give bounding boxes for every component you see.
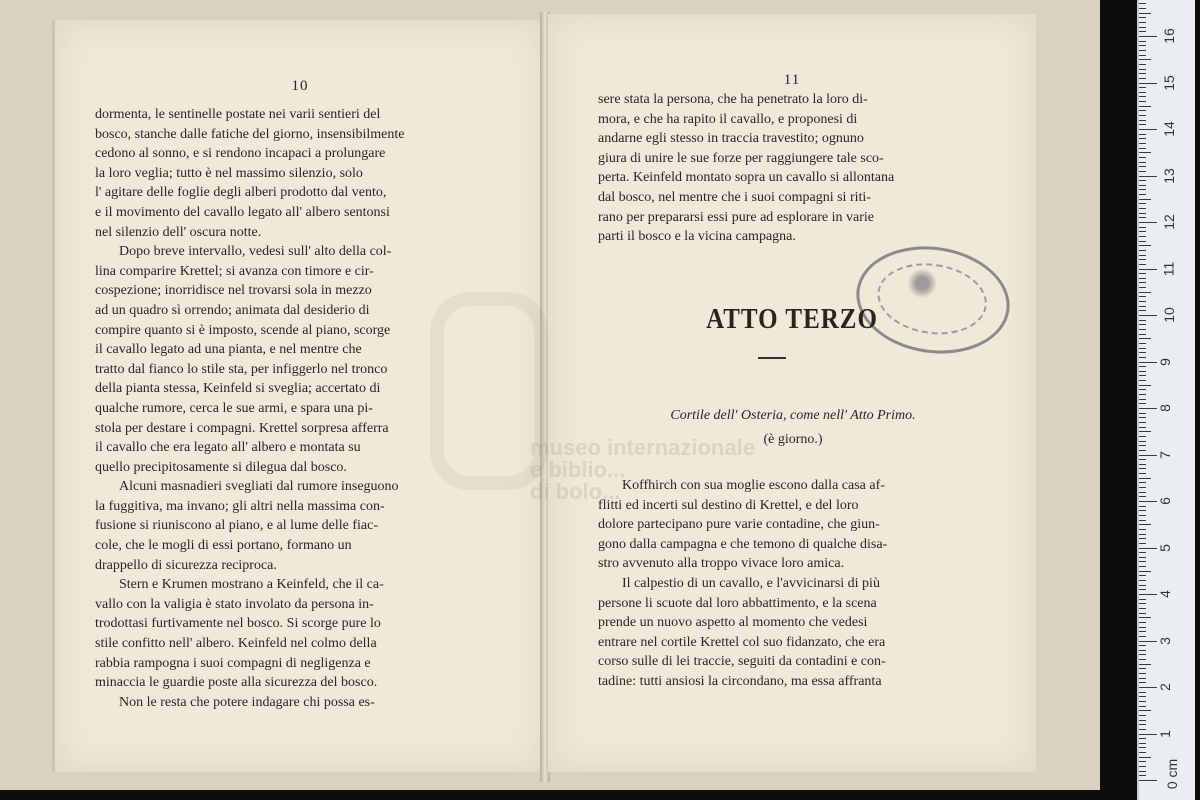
text-line: il cavallo legato ad una pianta, e nel mentre che [95, 342, 362, 358]
ruler-tick [1139, 157, 1146, 158]
scene-time: (è giorno.) [763, 432, 823, 447]
ruler-number: 3 [1156, 636, 1173, 645]
text-line: la loro veglia; tutto è nel massimo silenzio, solo [95, 165, 363, 181]
text-line: parti il bosco e la vicina campagna. [598, 229, 796, 245]
ruler-tick [1139, 710, 1151, 711]
ruler-tick [1139, 464, 1146, 465]
ruler-tick [1139, 320, 1146, 321]
ruler-tick [1139, 692, 1146, 693]
ruler-tick [1139, 566, 1146, 567]
watermark-line: di bolo... [530, 479, 621, 504]
ruler-tick [1139, 120, 1146, 121]
ruler-number: 10 [1160, 307, 1177, 323]
ruler-tick [1139, 515, 1146, 516]
ruler-tick [1139, 380, 1146, 381]
text-line: fusione si riuniscono al piano, e al lume delle fiac- [95, 518, 379, 534]
text-line: sere stata la persona, che ha penetrato la loro di- [598, 92, 868, 107]
ruler-tick [1139, 115, 1146, 116]
ruler-number: 15 [1160, 74, 1177, 91]
ruler-tick [1139, 78, 1146, 79]
right-page-top-body [598, 90, 993, 247]
ruler-tick [1139, 338, 1151, 339]
ruler-tick [1139, 561, 1146, 562]
ruler-tick [1139, 641, 1157, 642]
ruler-tick [1139, 706, 1146, 707]
ruler-tick [1139, 371, 1146, 372]
ruler-tick [1139, 31, 1146, 32]
text-line: stro avvenuto alla troppo vivace loro amica. [598, 556, 845, 572]
ruler-tick [1139, 287, 1146, 288]
text-line: tratto dal fianco lo stile sta, per infiggerlo nel tronco [95, 361, 388, 377]
ruler-tick [1139, 362, 1157, 363]
ruler-tick [1139, 468, 1146, 469]
ruler-tick [1139, 352, 1146, 353]
text-line: il cavallo che era legato all' albero e montata su [95, 440, 361, 456]
ruler-tick [1139, 27, 1146, 28]
ruler-tick [1139, 752, 1146, 753]
ruler-tick [1139, 510, 1146, 511]
ruler-tick [1139, 106, 1151, 107]
ruler-tick [1139, 501, 1157, 502]
ruler-tick [1139, 227, 1146, 228]
ruler-tick [1139, 399, 1146, 400]
ruler-tick [1139, 687, 1157, 688]
ruler-tick [1139, 654, 1146, 655]
ruler-number: 16 [1160, 28, 1177, 44]
text-line: mora, e che ha rapito il cavallo, e proponesi di [598, 111, 858, 127]
ruler-number: 4 [1156, 590, 1173, 598]
left-page-body [95, 105, 485, 712]
ruler-tick [1139, 315, 1157, 316]
ruler-tick [1139, 701, 1146, 702]
ruler-tick [1139, 487, 1146, 488]
text-line: ad un quadro sì orrendo; animata dal desiderio di [95, 302, 370, 318]
ruler-tick [1139, 696, 1146, 697]
ruler-tick [1139, 264, 1146, 265]
ruler-tick [1139, 459, 1146, 460]
ruler-tick [1139, 375, 1146, 376]
right-page-bottom-body [598, 476, 993, 692]
ruler-tick [1139, 64, 1146, 65]
ruler-tick [1139, 557, 1146, 558]
ruler-tick [1139, 176, 1157, 177]
ruler-tick [1139, 771, 1146, 772]
text-line: trodottasi furtivamente nel bosco. Si scorge pure lo [95, 616, 381, 632]
ruler-tick [1139, 166, 1146, 167]
ruler-tick [1139, 766, 1146, 767]
ruler-tick [1139, 664, 1151, 665]
text-line: andarne egli stesso in traccia travestito; ognuno [598, 131, 864, 147]
ruler-tick [1139, 636, 1146, 637]
ruler-tick [1139, 496, 1146, 497]
ruler-tick [1139, 529, 1146, 530]
ruler-number: 2 [1156, 683, 1173, 691]
watermark-line: museo internazionale [530, 435, 755, 460]
ruler-tick [1139, 743, 1146, 744]
ruler-tick [1139, 296, 1146, 297]
ruler-tick [1139, 273, 1146, 274]
ruler-tick [1139, 603, 1146, 604]
ruler-tick [1139, 199, 1151, 200]
text-line: rano per prepararsi essi pure ad esplorare in varie [598, 209, 874, 225]
ruler-tick [1139, 575, 1146, 576]
ruler-tick [1139, 631, 1146, 632]
ruler-tick [1139, 403, 1146, 404]
ruler-tick [1139, 96, 1146, 97]
ruler-number: 5 [1156, 543, 1173, 552]
ruler-tick [1139, 659, 1146, 660]
ruler-tick [1139, 417, 1146, 418]
ruler-tick [1139, 36, 1157, 37]
text-line: drappello di sicurezza reciproca. [95, 557, 277, 573]
ruler-tick [1139, 738, 1146, 739]
text-line: Alcuni masnadieri svegliati dal rumore inseguono [119, 479, 399, 495]
ruler-unit-label: 0 cm [1164, 758, 1181, 790]
ruler-tick [1139, 203, 1146, 204]
ruler-tick [1139, 478, 1151, 479]
text-line: quello precipitosamente si dilegua dal bosco. [95, 459, 347, 475]
ruler-number: 13 [1160, 167, 1177, 184]
ruler-tick [1139, 208, 1146, 209]
ruler-tick [1139, 724, 1146, 725]
ruler-tick [1139, 673, 1146, 674]
text-line: Koffhirch con sua moglie escono dalla casa af- [622, 478, 885, 493]
ruler-tick [1139, 520, 1146, 521]
ruler-tick [1139, 385, 1151, 386]
ruler-tick [1139, 245, 1151, 246]
ruler-tick [1139, 720, 1146, 721]
text-line: prende un nuovo aspetto al momento che vedesi [598, 615, 868, 631]
text-line: l' agitare delle foglie degli alberi prodotto dal vento, [95, 185, 387, 201]
watermark-line: e biblio... [530, 457, 626, 482]
text-line: corso sulle di lei traccie, seguiti da contadini e con- [598, 654, 886, 670]
watermark-text [530, 437, 755, 503]
text-line: dal bosco, nel mentre che i suoi compagni si riti- [598, 189, 871, 205]
ruler-tick [1139, 492, 1146, 493]
ruler-tick [1139, 180, 1146, 181]
text-line: cedono al sonno, e si rendono incapaci a prolungare [95, 146, 386, 162]
right-page-number: 11 [783, 72, 801, 88]
ruler-tick [1139, 571, 1151, 572]
ruler-tick [1139, 608, 1146, 609]
ruler-tick [1139, 366, 1146, 367]
text-line: rabbia rampogna i suoi compagni di negligenza e [95, 655, 371, 671]
ruler-tick [1139, 394, 1146, 395]
ruler-tick [1139, 329, 1146, 330]
ruler-tick [1139, 617, 1151, 618]
ruler-tick [1139, 59, 1151, 60]
ruler-tick [1139, 306, 1146, 307]
ruler-tick [1139, 255, 1146, 256]
ruler-tick [1139, 13, 1151, 14]
ruler-tick [1139, 217, 1146, 218]
ruler-tick [1139, 241, 1146, 242]
ruler-tick [1139, 775, 1146, 776]
ruler-tick [1139, 222, 1157, 223]
scene-heading: Cortile dell' Osteria, come nell' Atto Primo. [670, 408, 916, 423]
ruler-tick [1139, 408, 1157, 409]
ruler-tick [1139, 83, 1157, 84]
ruler-tick [1139, 441, 1146, 442]
ruler-number: 11 [1160, 261, 1177, 276]
text-line: Non le resta che potere indagare chi possa es- [119, 694, 375, 710]
ruler-tick [1139, 189, 1146, 190]
ruler-tick [1139, 594, 1157, 595]
ruler-tick [1139, 548, 1157, 549]
ruler-tick [1139, 282, 1146, 283]
ruler-tick [1139, 538, 1146, 539]
ruler-tick [1139, 138, 1146, 139]
text-line: la fuggitiva, ma invano; gli altri nella massima con- [95, 498, 385, 514]
ruler-number: 9 [1156, 357, 1173, 366]
ruler-tick [1139, 55, 1146, 56]
ruler-tick [1139, 431, 1151, 432]
act-title: ATTO TERZO [706, 303, 878, 335]
text-line: entrare nel cortile Krettel col suo fidanzato, che era [598, 634, 886, 650]
ruler-tick [1139, 422, 1146, 423]
ruler-tick [1139, 324, 1146, 325]
text-line: flitti ed incerti sul destino di Krettel, e del loro [598, 497, 859, 513]
ruler-tick [1139, 143, 1146, 144]
ruler-tick [1139, 301, 1146, 302]
ruler-tick [1139, 87, 1146, 88]
text-line: lina comparire Krettel; si avanza con timore e cir- [95, 263, 374, 279]
ruler-tick [1139, 45, 1146, 46]
ruler-number: 7 [1156, 450, 1173, 459]
ruler-tick [1139, 348, 1146, 349]
ruler-tick [1139, 589, 1146, 590]
ruler-tick [1139, 580, 1146, 581]
text-line: stile confitto nell' albero. Keinfeld nel colmo della [95, 636, 377, 652]
ruler-tick [1139, 678, 1146, 679]
ruler-tick [1139, 334, 1146, 335]
ruler-number: 14 [1160, 121, 1177, 137]
ruler-tick [1139, 761, 1146, 762]
ruler-tick [1139, 436, 1146, 437]
text-line: persone li scuote dal loro abbattimento, e la scena [598, 595, 877, 611]
ruler-tick [1139, 715, 1146, 716]
text-line: gono dalla campagna e che temono di qualche disa- [598, 536, 888, 552]
ruler-tick [1139, 450, 1146, 451]
ruler-tick [1139, 101, 1146, 102]
ruler-tick [1139, 185, 1146, 186]
ruler-tick [1139, 455, 1157, 456]
ruler-tick [1139, 236, 1146, 237]
text-line: Stern e Krumen mostrano a Keinfeld, che il ca- [119, 577, 384, 593]
ruler-tick [1139, 650, 1146, 651]
text-line: tadine: tutti ansiosi la circondano, ma essa affranta [598, 673, 882, 689]
right-page [548, 14, 1036, 772]
left-page-number: 10 [291, 78, 309, 94]
ruler-tick [1139, 357, 1146, 358]
ruler-tick [1139, 613, 1146, 614]
ruler-tick [1139, 552, 1146, 553]
text-line: vallo con la valigia è stato involato da persona in- [95, 596, 374, 612]
ruler-number: 8 [1156, 404, 1173, 412]
ruler-tick [1139, 152, 1151, 153]
ruler-tick [1139, 22, 1146, 23]
text-line: minaccia le guardie poste alla sicurezza del bosco. [95, 675, 378, 691]
ruler-tick [1139, 162, 1146, 163]
ruler-tick [1139, 543, 1146, 544]
ruler-tick [1139, 310, 1146, 311]
ruler-tick [1139, 445, 1146, 446]
ruler-tick [1139, 343, 1146, 344]
ruler-tick [1139, 747, 1146, 748]
ruler-tick [1139, 134, 1146, 135]
ruler-tick [1139, 585, 1146, 586]
ruler-tick [1139, 41, 1146, 42]
ruler-tick [1139, 259, 1146, 260]
text-line: stola per destare i compagni. Krettel sorpresa afferra [95, 420, 389, 436]
ruler-tick [1139, 292, 1151, 293]
ruler-tick [1139, 645, 1146, 646]
ruler-tick [1139, 413, 1146, 414]
ruler-tick [1139, 734, 1157, 735]
ruler-tick [1139, 427, 1146, 428]
ruler-tick [1139, 73, 1146, 74]
text-line: giura di unire le sue forze per raggiungere tale sco- [598, 150, 884, 166]
ruler-tick [1139, 231, 1146, 232]
ruler-tick [1139, 524, 1151, 525]
text-line: cospezione; inorridisce nel trovarsi sola in mezzo [95, 283, 372, 299]
text-line: cole, che le mogli di essi portano, formano un [95, 538, 352, 554]
ruler-number: 1 [1156, 729, 1173, 738]
ruler-tick [1139, 757, 1151, 758]
ruler-tick [1139, 17, 1146, 18]
text-line: dormenta, le sentinelle postate nei varii sentieri del [95, 107, 381, 122]
ruler-number: 6 [1156, 497, 1173, 505]
ruler-tick [1139, 8, 1146, 9]
text-line: della pianta stessa, Keinfeld si sveglia; accertato di [95, 381, 381, 397]
ruler-tick [1139, 473, 1146, 474]
text-line: Dopo breve intervallo, vedesi sull' alto della col- [119, 244, 392, 260]
ruler-tick [1139, 171, 1146, 172]
ruler-number: 12 [1160, 214, 1177, 230]
ruler-tick [1139, 110, 1146, 111]
text-line: qualche rumore, cerca le sue armi, e spara una pi- [95, 400, 373, 416]
ruler-tick [1139, 213, 1146, 214]
ruler-tick [1139, 482, 1146, 483]
text-line: dolore partecipano pure varie contadine, che giun- [598, 517, 880, 533]
ruler-tick [1139, 148, 1146, 149]
ruler-tick [1139, 682, 1146, 683]
text-line: nel silenzio dell' oscura notte. [95, 224, 262, 240]
library-stamp-icon [849, 237, 1016, 363]
ruler-tick [1139, 124, 1146, 125]
ruler-tick [1139, 729, 1146, 730]
ruler-tick [1139, 129, 1157, 130]
ruler-tick [1139, 194, 1146, 195]
ruler-tick [1139, 92, 1146, 93]
title-rule [758, 357, 786, 359]
ruler-tick [1139, 278, 1146, 279]
ruler-tick [1139, 627, 1146, 628]
text-line: perta. Keinfeld montato sopra un cavallo si allontana [598, 170, 895, 186]
ruler-tick [1139, 250, 1146, 251]
measurement-ruler [1137, 0, 1195, 800]
text-line: bosco, stanche dalle fatiche del giorno, insensibilmente [95, 126, 405, 142]
ruler-tick [1139, 668, 1146, 669]
ruler-tick [1139, 506, 1146, 507]
text-line: compire quanto si è imposto, scende al piano, scorge [95, 322, 391, 338]
ruler-tick [1139, 269, 1157, 270]
ruler-tick [1139, 599, 1146, 600]
ruler-tick [1139, 534, 1146, 535]
ruler-tick [1139, 780, 1157, 781]
ruler-tick [1139, 50, 1146, 51]
text-line: e il movimento del cavallo legato all' albero sentonsi [95, 204, 390, 220]
ruler-tick [1139, 622, 1146, 623]
ruler-tick [1139, 69, 1146, 70]
text-line: Il calpestio di un cavallo, e l'avvicinarsi di più [622, 575, 880, 591]
ruler-tick [1139, 389, 1146, 390]
ruler-tick [1139, 3, 1146, 4]
